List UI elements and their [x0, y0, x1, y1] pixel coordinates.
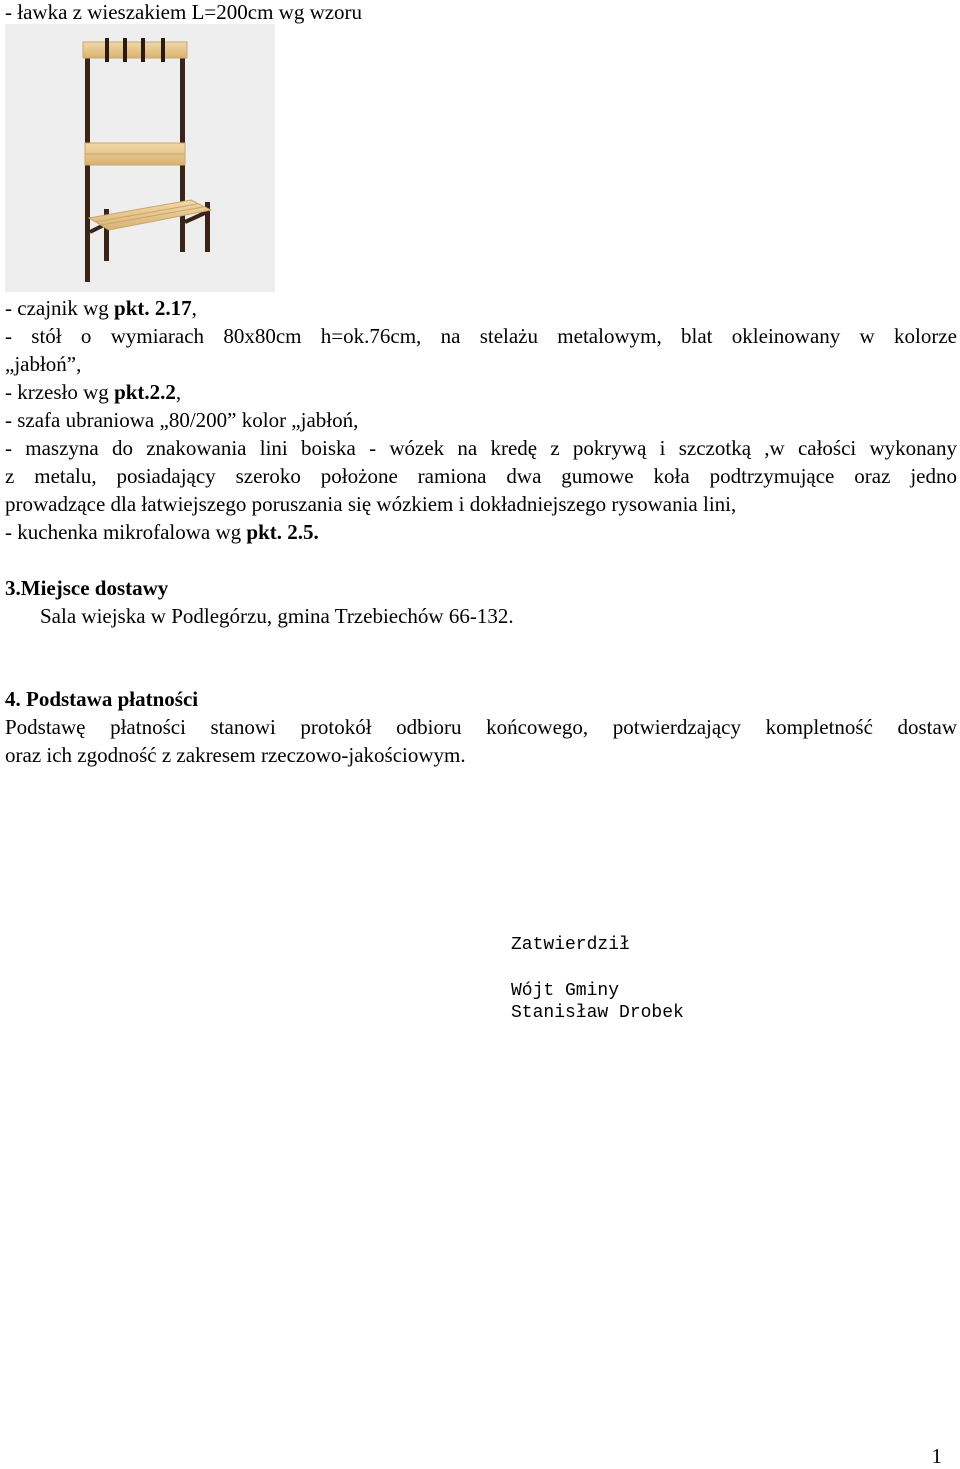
item-kettle — [5, 294, 197, 322]
item-table-line-2: „jabłoń”, — [5, 352, 82, 376]
item-wardrobe: - szafa ubraniowa „80/200” kolor „jabłoń, — [5, 408, 359, 432]
item-kettle-suffix: , — [191, 296, 197, 320]
item-chair-text: - krzesło wg — [5, 380, 115, 404]
item-chair-suffix: , — [175, 380, 182, 404]
section-3-heading: 3.Miejsce dostawy — [5, 576, 169, 600]
item-kettle-ref: pkt. 2.17 — [114, 296, 192, 320]
item-kettle-text: - czajnik wg — [5, 296, 115, 320]
bench-with-hanger-image — [5, 24, 275, 292]
item-marker-line-3: prowadzące dla łatwiejszego poruszania się wózkiem i dokładniejszego rysowania lini, — [5, 492, 737, 516]
item-marker-line-2: z metalu, posiadający szeroko położone ramiona dwa gumowe koła podtrzymujące oraz jedno — [5, 464, 957, 488]
signature-name: Stanisław Drobek — [511, 1003, 684, 1023]
item-marker-line-1: - maszyna do znakowania lini boiska - wózek na kredę z pokrywą i szczotką ,w całości wykonany — [5, 436, 957, 460]
section-4-heading: 4. Podstawa płatności — [5, 687, 199, 711]
section-4-line-2: oraz ich zgodność z zakresem rzeczowo-jakościowym. — [5, 743, 466, 767]
item-microwave-ref: pkt. 2.5. — [246, 520, 319, 544]
item-chair — [5, 378, 181, 406]
bench-illustration — [5, 24, 275, 292]
item-chair-ref: pkt.2.2 — [114, 380, 176, 404]
section-3-text: Sala wiejska w Podlegórzu, gmina Trzebiechów 66-132. — [40, 604, 514, 628]
item-microwave — [5, 518, 319, 546]
item-bench: - ławka z wieszakiem L=200cm wg wzoru — [5, 0, 363, 24]
signature-role: Wójt Gminy — [511, 981, 620, 1001]
signature-approved: Zatwierdził — [511, 935, 630, 955]
section-4-line-1: Podstawę płatności stanowi protokół odbioru końcowego, potwierdzający kompletność dostaw — [5, 715, 957, 739]
page-number: 1 — [931, 1444, 942, 1468]
item-table-line-1: - stół o wymiarach 80x80cm h=ok.76cm, na stelażu metalowym, blat okleinowany w kolorze — [5, 324, 957, 348]
item-microwave-text: - kuchenka mikrofalowa wg — [5, 520, 247, 544]
